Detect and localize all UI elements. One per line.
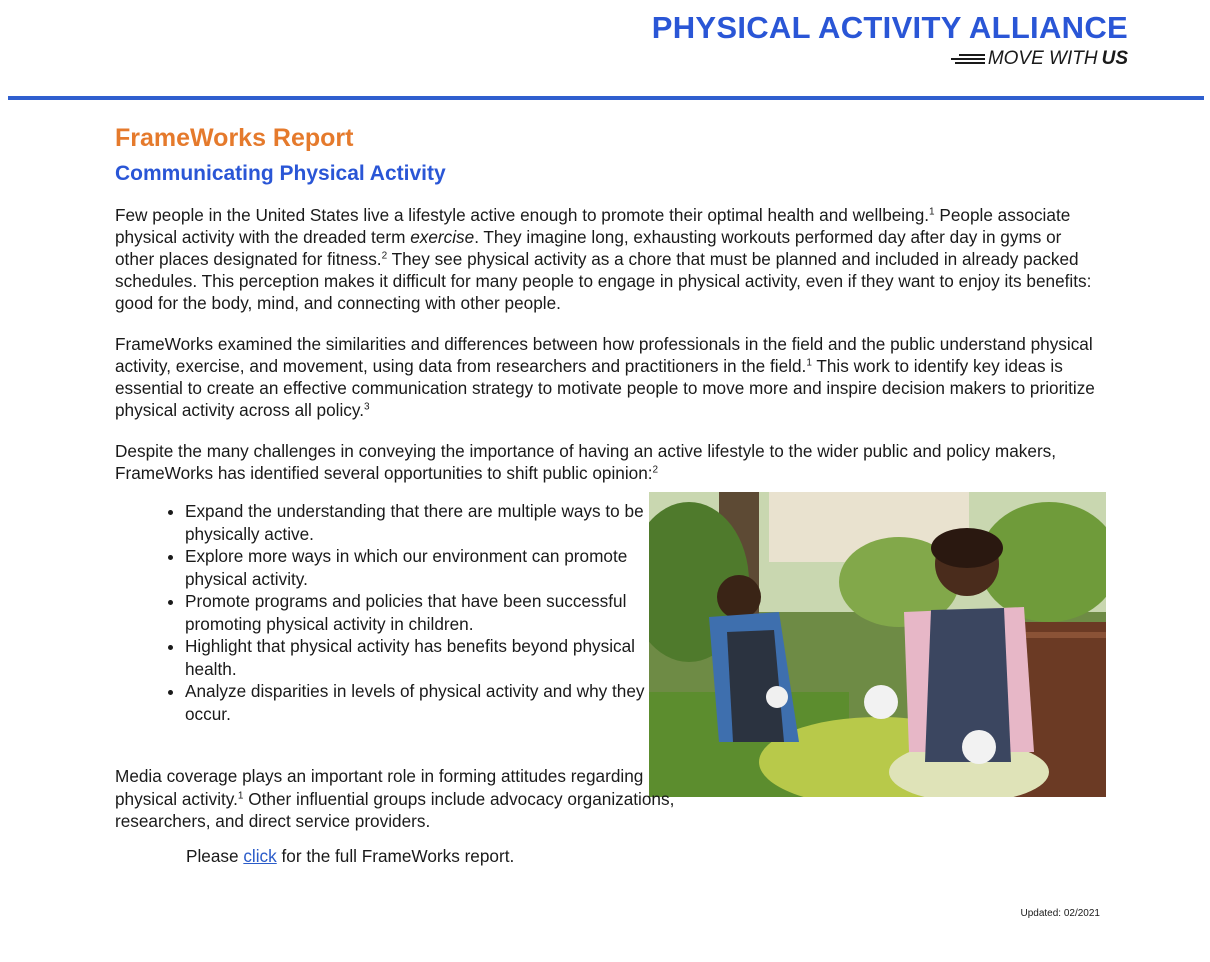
report-subtitle: Communicating Physical Activity (115, 162, 446, 185)
organization-logo-title: PHYSICAL ACTIVITY ALLIANCE (651, 10, 1128, 45)
list-item: • Expand the understanding that there are multiple ways to be physically active. (185, 500, 670, 545)
updated-date: Updated: 02/2021 (1020, 908, 1100, 919)
report-title: FrameWorks Report (115, 124, 354, 152)
list-item: • Explore more ways in which our environment can promote physical activity. (185, 545, 670, 590)
media-paragraph: Media coverage plays an important role in forming attitudes regarding physical activity.$^1$ Other influential groups include advocacy organizations, researchers, and direct service providers. (115, 766, 675, 831)
list-item: • Promote programs and policies that have been successful promoting physical activity in children. (185, 590, 670, 635)
list-item: • Highlight that physical activity has benefits beyond physical health. (185, 635, 670, 680)
frameworks-paragraph: FrameWorks examined the similarities and differences between how professionals in the field and the public understand physical activity, exercise, and movement, using data from researchers and practitioners in the field.$^1$ This work to identify key ideas is essential to create an effective communication strategy to motivate people to move more and inspire decision makers to prioritize physical activity across all policy.$^3$ (115, 334, 1095, 420)
full-report-link[interactable]: click (243, 846, 277, 866)
tagline-prefix: MOVE WITH (987, 48, 1098, 69)
intro-paragraph: Few people in the United States live a lifestyle active enough to promote their optimal health and wellbeing.$^1$ People associate physical activity with the dreaded term exercise. They imagine long, exhausting workouts performed day after day in gyms or other places designated for fitness.$^2$ They see physical activity as a chore that must be planned and included in already packed schedules. This perception makes it difficult for many people to engage in physical activity, even if they want to enjoy its benefits: good for the body, mind, and connecting with other people. (115, 205, 1092, 313)
tagline-emphasis: US (1101, 48, 1128, 69)
header-divider (8, 96, 1204, 100)
list-item: • Analyze disparities in levels of physical activity and why they occur. (185, 680, 670, 725)
full-report-cta: Please click for the full FrameWorks report. (186, 846, 515, 866)
opportunities-list (148, 500, 670, 725)
opportunities-intro-paragraph: Despite the many challenges in conveying the importance of having an active lifestyle to the wider public and policy makers, FrameWorks has identified several opportunities to shift public opinion:$^2$ (115, 441, 1057, 483)
speed-lines-icon (951, 53, 985, 66)
gardening-photo (649, 492, 1106, 797)
organization-tagline (951, 48, 1128, 70)
